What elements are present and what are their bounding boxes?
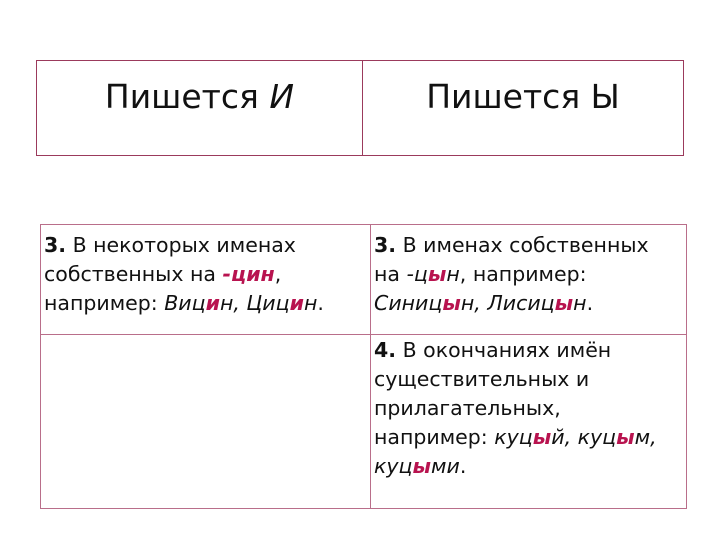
example-sep-4: , [564, 425, 578, 449]
example-vicin-a: Виц [164, 291, 206, 315]
rule4-number: 4. [374, 338, 397, 362]
example-sinicyn-b: н [460, 291, 475, 315]
example-kucym-a: куц [577, 425, 617, 449]
header-cell-i [37, 61, 363, 156]
example-kucymi-a: куц [374, 454, 413, 478]
example-lisicyn-b: н [573, 291, 587, 315]
example-sinicyn-hl: ы [442, 291, 461, 315]
example-cicin-hl: и [289, 291, 304, 315]
rule4-line1: В окончаниях имён [396, 338, 612, 362]
rule4-line3: прилагательных, [374, 396, 561, 420]
rule3-right-end: . [586, 291, 594, 315]
example-cicin-b: н [303, 291, 318, 315]
rule3-left-line2-pre: собственных на [44, 262, 223, 286]
rule3-right-line2-post: , например: [459, 262, 587, 286]
example-lisicyn-a: Лисиц [487, 291, 555, 315]
example-kucyj-hl: ы [532, 425, 552, 449]
rule4-end: . [459, 454, 467, 478]
rule3-left-cell [41, 225, 371, 335]
example-sinicyn-a: Синиц [374, 291, 443, 315]
example-vicin-b: н [219, 291, 234, 315]
rule3-right-suffix-b: н [446, 262, 460, 286]
rule3-right-suffix-a: -ц [406, 262, 428, 286]
rule4-line2: существительных и [374, 367, 590, 391]
rule3-right-line1: В именах собственных [396, 233, 649, 257]
header-left-letter: И [269, 77, 295, 116]
example-lisicyn-hl: ы [554, 291, 574, 315]
example-vicin-hl: и [205, 291, 220, 315]
rule4-line4-pre: например: [374, 425, 495, 449]
rule3-right-line2-pre: на [374, 262, 407, 286]
rule3-left-suffix: -цин [222, 262, 275, 286]
rule3-left-end: . [317, 291, 324, 315]
example-kucymi-b: ми [431, 454, 460, 478]
header-table [36, 60, 684, 156]
rule3-left-line1: В некоторых именах [66, 233, 296, 257]
rule3-left-number: 3. [44, 233, 67, 257]
example-kucym-hl: ы [616, 425, 635, 449]
example-kucym-b: м [634, 425, 651, 449]
rule3-left-line3-pre: например: [44, 291, 165, 315]
rule3-left-line2-post: , [274, 262, 282, 286]
example-cicin-a: Циц [246, 291, 290, 315]
rule3-right-suffix-hl: ы [427, 262, 447, 286]
empty-left-cell [41, 335, 371, 509]
rule3-right-number: 3. [374, 233, 397, 257]
example-sep: , [233, 291, 247, 315]
example-sep-4b: , [650, 425, 657, 449]
header-left-prefix: Пишется [104, 77, 270, 116]
example-kucyj-b: й [551, 425, 565, 449]
rule3-right-cell [371, 225, 687, 335]
rules-table [40, 224, 687, 509]
header-cell-y [363, 61, 684, 156]
example-sep-right: , [474, 291, 488, 315]
rule4-right-cell [371, 335, 687, 509]
example-kucymi-hl: ы [412, 454, 432, 478]
header-right-text: Пишется Ы [426, 77, 620, 116]
example-kucyj-a: куц [494, 425, 533, 449]
